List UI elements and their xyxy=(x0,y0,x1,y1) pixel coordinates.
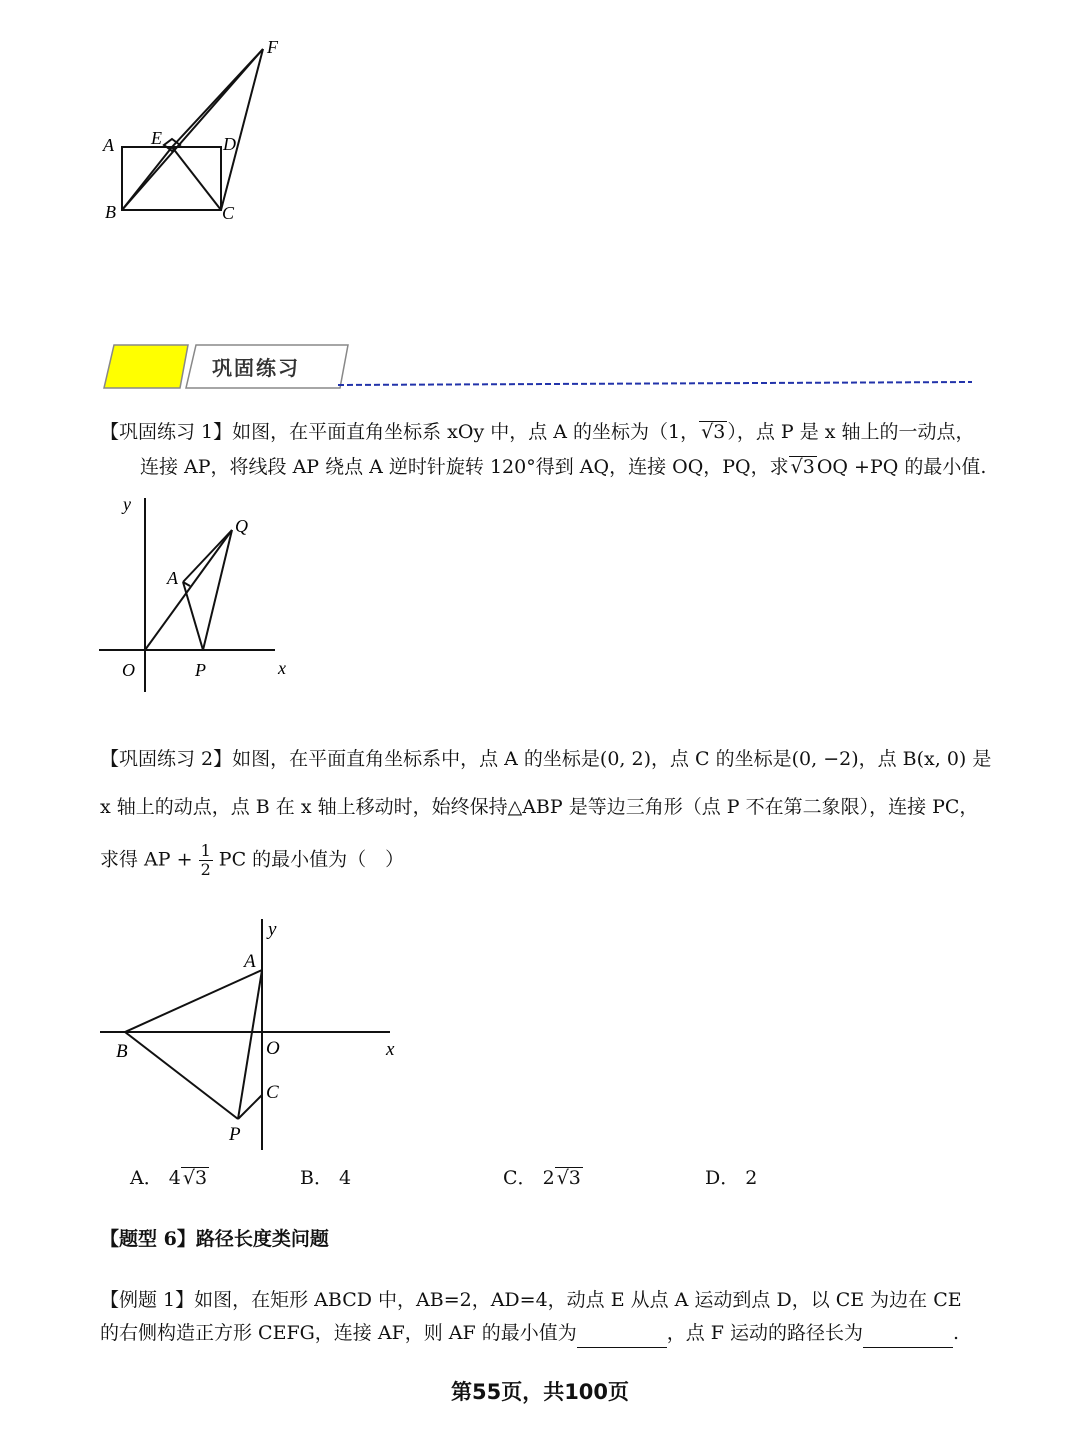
figure-equilateral-abp xyxy=(100,915,410,1155)
ex1-line1: 【巩固练习 1】如图，在平面直角坐标系 xOy 中，点 A 的坐标为（1， √3 ），点 P 是 x 轴上的一动点， xyxy=(100,421,975,443)
example1-line2: 的右侧构造正方形 CEFG，连接 AF，则 AF 的最小值为 ，点 F 运动的路径长为 . xyxy=(100,1318,959,1348)
figure-coordinate-apq xyxy=(95,490,305,695)
choice-b[interactable]: B． 4 xyxy=(300,1167,352,1189)
fig2-label-o: O xyxy=(122,660,135,680)
fig2-label-p: P xyxy=(195,660,206,680)
fig3-label-o: O xyxy=(266,1038,280,1059)
example1-line1: 【例题 1】如图，在矩形 ABCD 中，AB=2，AD=4，动点 E 从点 A 运动到点 D，以 CE 为边在 CE xyxy=(100,1289,962,1311)
fig1-label-c: C xyxy=(222,203,235,223)
figure-rectangle-abcd xyxy=(95,35,305,235)
choice-d[interactable]: D． 2 xyxy=(705,1167,758,1189)
ex1-sqrt-3b: √3 xyxy=(790,456,815,478)
fig2-label-q: Q xyxy=(235,516,248,536)
fig3-label-c: C xyxy=(266,1082,279,1103)
choice-a[interactable]: A． 4 √3 xyxy=(130,1167,208,1189)
ex2-line1: 【巩固练习 2】如图，在平面直角坐标系中，点 A 的坐标是(0, 2)，点 C 的坐标是(0, −2)，点 B(x, 0) 是 xyxy=(100,748,992,770)
fig3-label-b: B xyxy=(116,1041,128,1062)
answer-blank-2[interactable] xyxy=(863,1327,953,1348)
fig1-label-f: F xyxy=(267,37,278,57)
section-banner xyxy=(100,340,980,392)
fig2-label-a: A xyxy=(167,568,178,588)
fig3-label-a: A xyxy=(244,951,256,972)
ex2-line2: x 轴上的动点，点 B 在 x 轴上移动时，始终保持△ABP 是等边三角形（点 P 不在第二象限），连接 PC， xyxy=(100,796,979,818)
ex1-sqrt-3: √3 xyxy=(701,421,726,443)
type6-heading: 【题型 6】路径长度类问题 xyxy=(100,1228,329,1250)
fig2-label-y: y xyxy=(123,494,131,514)
fig3-label-p: P xyxy=(229,1124,241,1145)
ex1-line2: 连接 AP，将线段 AP 绕点 A 逆时针旋转 120°得到 AQ，连接 OQ，PQ，求 √3 OQ +PQ 的最小值. xyxy=(140,456,987,478)
banner-title: 巩固练习 xyxy=(212,356,300,380)
fig3-label-x: x xyxy=(386,1039,395,1060)
ex2-line3: 求得 AP + $\frac{1}{2}$ PC 的最小值为（ ） xyxy=(100,841,405,879)
fig1-label-a: A xyxy=(103,135,114,155)
fig1-label-b: B xyxy=(105,202,116,222)
fig2-label-x: x xyxy=(278,658,286,678)
fig1-label-d: D xyxy=(223,134,236,154)
ex2-fraction: $\frac{1}{2}$ xyxy=(200,841,211,879)
choice-c[interactable]: C． 2 √3 xyxy=(503,1167,581,1189)
fig1-label-e: E xyxy=(151,128,162,148)
fig3-label-y: y xyxy=(268,919,277,940)
page-footer: 第55页，共100页 xyxy=(450,1380,630,1404)
answer-blank-1[interactable] xyxy=(577,1327,667,1348)
